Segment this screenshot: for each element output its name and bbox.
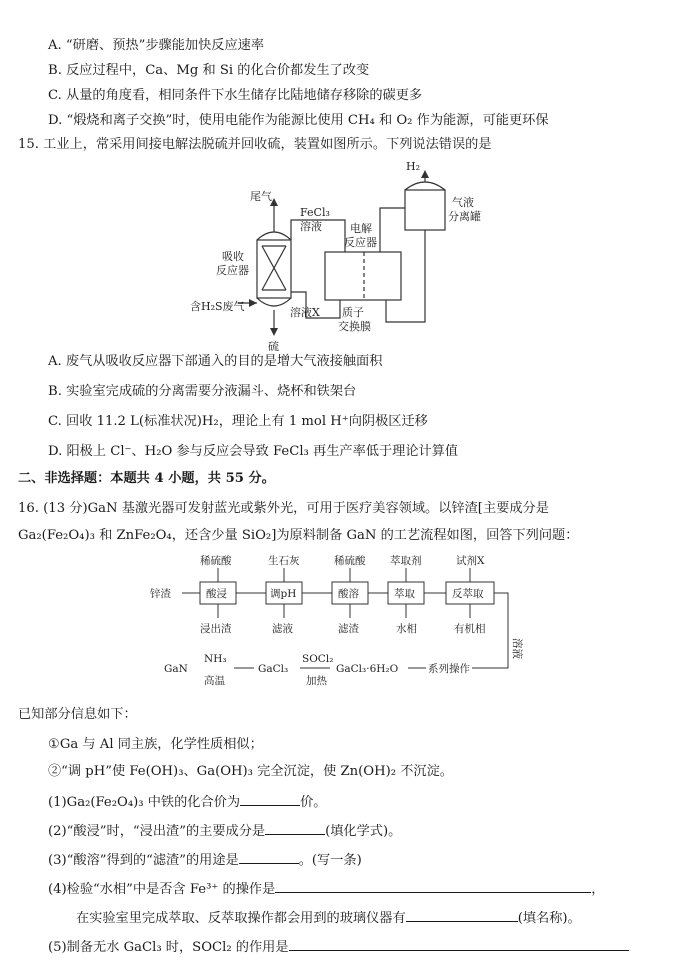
label-h2: H₂ [406, 160, 421, 173]
q16-stem-line-2: Ga₂(Fe₂O₄)₃ 和 ZnFe₂O₄，还含少量 SiO₂]为原料制备 GaN 的工艺流程如图，回答下列问题： [18, 528, 579, 543]
q16-sub-4-text-d: (填名称)。 [517, 911, 581, 926]
output-3: 滤渣 [338, 623, 359, 635]
q16-sub-4-text-a: (4)检验“水相”中是否含 Fe³⁺ 的操作是 [48, 882, 276, 897]
q16-sub-3-text-b: 。(写一条) [298, 853, 362, 868]
q16-sub-1-text-a: (1)Ga₂(Fe₂O₄)₃ 中铁的化合价为 [48, 795, 241, 810]
absorber-bottom [257, 298, 291, 306]
step-4: 萃取 [394, 588, 415, 600]
q16-sub-3-answer-blank[interactable] [239, 851, 299, 864]
reagent-2: 生石灰 [268, 555, 300, 567]
flow-gan: GaN [164, 663, 188, 675]
q15-option-a: A. 废气从吸收反应器下部通入的目的是增大气液接触面积 [48, 354, 383, 369]
q16-sub-4-text-b: ， [591, 882, 605, 897]
reagent-4: 萃取剂 [390, 555, 422, 567]
q16-stem-line-1: 16. (13 分)GaN 基激光器可发射蓝光或紫外光，可用于医疗美容领域。以锌渣[主要成分是 [18, 501, 549, 516]
q16-sub-2-text-a: (2)“酸浸”时，“浸出渣”的主要成分是 [48, 824, 266, 839]
flow-start: 锌渣 [150, 588, 171, 600]
label-h2s: 含H₂S废气 [190, 300, 245, 313]
q16-sub-3 [48, 851, 362, 870]
q16-info-1: ①Ga 与 Al 同主族，化学性质相似； [48, 737, 263, 752]
q15-stem: 15. 工业上，常采用间接电解法脱硫并回收硫，装置如图所示。下列说法错误的是 [18, 137, 492, 152]
q14-option-b: B. 反应过程中，Ca、Mg 和 Si 的化合价都发生了改变 [48, 63, 370, 78]
step-5: 反萃取 [452, 588, 484, 600]
q15-option-d: D. 阳极上 Cl⁻、H₂O 参与反应会导致 FeCl₃ 再生产率低于理论计算值 [48, 444, 459, 459]
label-membrane-2: 交换膜 [338, 320, 371, 333]
q16-sub-2-text-b: (填化学式)。 [325, 824, 402, 839]
q15-option-c: C. 回收 11.2 L(标准状况)H₂，理论上有 1 mol H⁺向阴极区迁移 [48, 414, 428, 429]
sulfur-arrow [270, 328, 278, 336]
reagent-5: 试剂X [456, 555, 485, 567]
q16-sub-2-answer-blank[interactable] [265, 822, 325, 835]
label-sep-1: 气液 [452, 196, 474, 209]
output-2: 滤液 [272, 623, 293, 635]
gas-liquid-separator [405, 190, 445, 230]
label-fecl3-1: FeCl₃ [300, 206, 330, 219]
separator-return-pipe [386, 230, 425, 322]
flow-hydrate: GaCl₃·6H₂O [336, 663, 399, 675]
step-2: 调pH [270, 588, 297, 600]
flow-heat: 加热 [306, 675, 327, 687]
q16-sub-5-answer-blank[interactable] [289, 938, 629, 951]
q16-sub-4-text-c: 在实验室里完成萃取、反萃取操作都会用到的玻璃仪器有 [76, 911, 406, 926]
label-sulfur: 硫 [268, 340, 279, 353]
q16-sub-4-continuation [76, 909, 581, 928]
q16-known-title: 已知部分信息如下： [18, 707, 137, 722]
label-fecl3-2: 溶液 [300, 220, 322, 233]
absorber-top [257, 232, 291, 240]
q16-info-2: ②“调 pH”使 Fe(OH)₃、Ga(OH)₃ 完全沉淀，使 Zn(OH)₂ 不沉淀。 [48, 764, 453, 779]
q16-sub-1-answer-blank[interactable] [240, 793, 300, 806]
flow-high-temp: 高温 [204, 675, 225, 687]
label-sep-2: 分离罐 [448, 210, 481, 223]
h2s-inlet-arrow [249, 299, 257, 307]
q16-process-flow-diagram [0, 550, 692, 690]
reagent-3: 稀硫酸 [334, 555, 366, 567]
q16-sub-5 [48, 938, 629, 957]
q16-sub-1 [48, 793, 326, 812]
step-3: 酸溶 [338, 588, 359, 600]
label-membrane-1: 质子 [342, 306, 364, 319]
label-electro-2: 反应器 [344, 236, 377, 249]
output-4: 水相 [396, 623, 417, 635]
q15-option-b: B. 实验室完成硫的分离需要分液漏斗、烧杯和铁架台 [48, 384, 357, 399]
q15-apparatus-diagram [0, 160, 692, 360]
flow-gacl3: GaCl₃ [258, 663, 289, 675]
flow-side-label: 溶液 [511, 638, 523, 659]
q16-sub-1-text-b: 价。 [300, 795, 327, 810]
q14-option-a: A. “研磨、预热”步骤能加快反应速率 [48, 38, 265, 53]
label-tail-gas: 尾气 [250, 190, 272, 203]
q16-sub-4 [48, 880, 604, 899]
q14-option-d: D. “煅烧和离子交换”时，使用电能作为能源比使用 CH₄ 和 O₂ 作为能源，可能更环保 [48, 113, 549, 128]
label-absorber-2: 反应器 [216, 264, 249, 277]
flow-nh3: NH₃ [204, 653, 227, 665]
label-absorber-1: 吸收 [222, 250, 244, 263]
flow-series: 系列操作 [428, 663, 470, 675]
output-5: 有机相 [454, 623, 486, 635]
q16-sub-3-text-a: (3)“酸溶”得到的“滤渣”的用途是 [48, 853, 239, 868]
cell-to-separator-pipe [380, 208, 405, 252]
electrolytic-cell [325, 252, 401, 300]
section-2-heading: 二、非选择题：本题共 4 小题，共 55 分。 [18, 471, 275, 486]
label-solution-x: 溶液X [290, 306, 320, 319]
label-electro-1: 电解 [350, 222, 372, 235]
flow-socl2: SOCl₂ [302, 653, 334, 665]
q14-option-c: C. 从量的角度看，相同条件下水生储存比陆地储存移除的碳更多 [48, 88, 423, 103]
h2-arrow [421, 170, 429, 178]
q16-sub-5-text-a: (5)制备无水 GaCl₃ 时，SOCl₂ 的作用是 [48, 940, 289, 955]
q16-sub-2 [48, 822, 401, 841]
step-1: 酸浸 [206, 588, 227, 600]
reagent-1: 稀硫酸 [200, 555, 232, 567]
output-1: 浸出渣 [200, 623, 232, 635]
q16-sub-4-answer-blank[interactable] [275, 880, 591, 893]
q16-sub-4-instrument-blank[interactable] [406, 909, 518, 922]
